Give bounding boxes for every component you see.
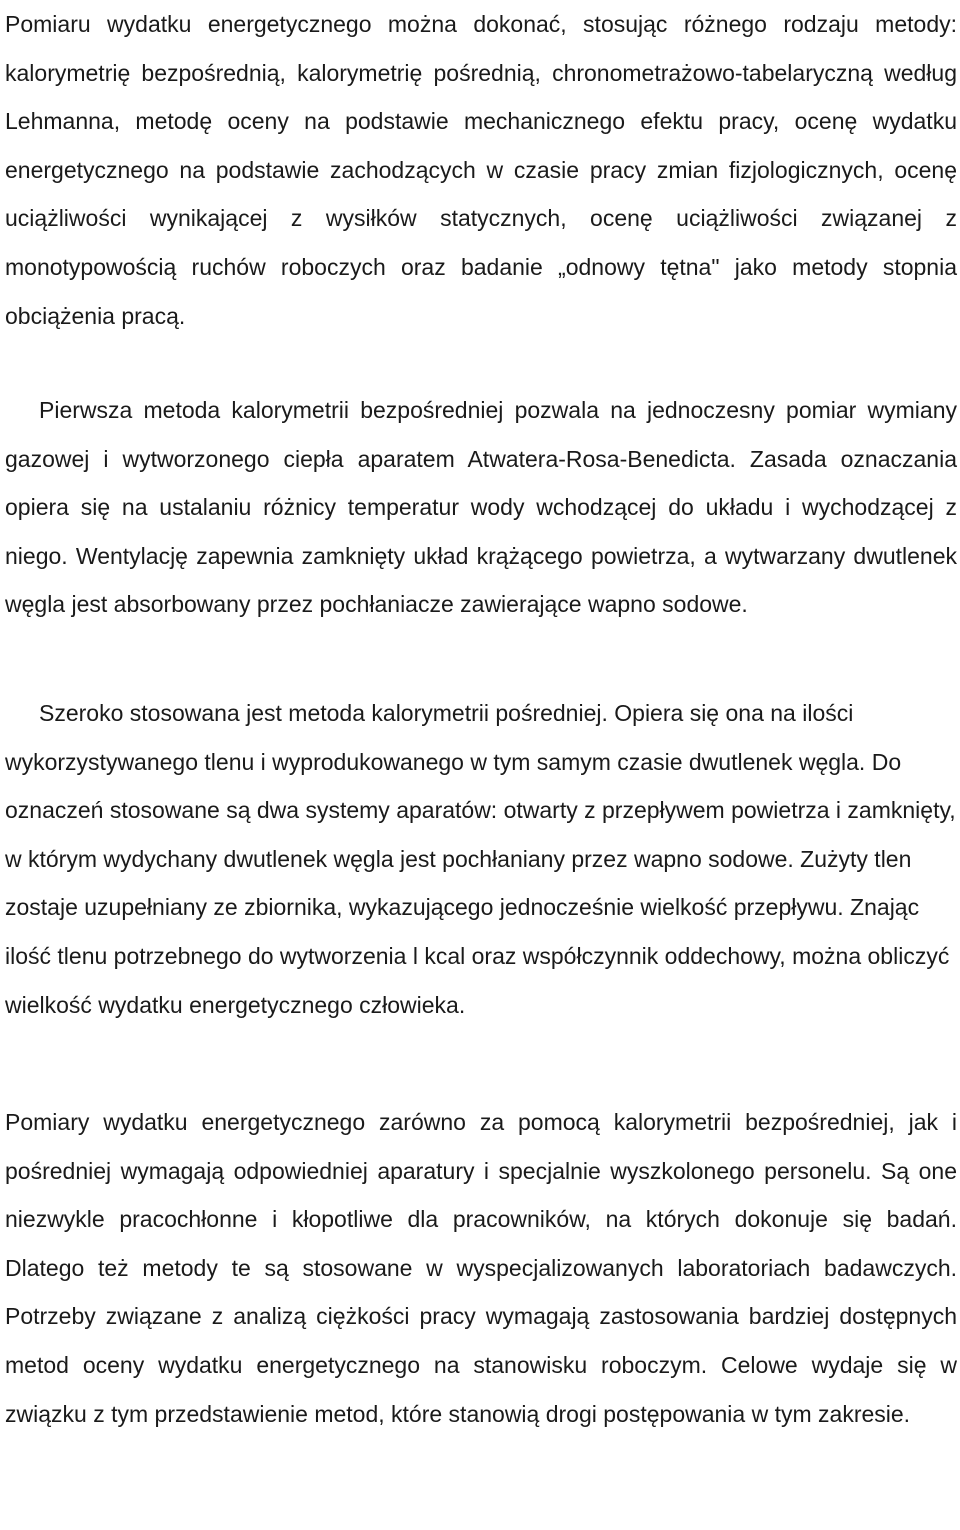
paragraph-practical-methods: Pomiary wydatku energetycznego zarówno za pomocą kalorymetrii bezpośredniej, jak i pośredniej wymagają odpowiedniej aparatury i specjalnie wyszkolonego personelu. Są one niezwykle pracochłonne i kłopotliwe dla pracowników, na których dokonuje się badań. Dlatego też metody te są stosowane w wyspecjalizowanych laboratoriach badawczych. Potrzeby związane z analizą ciężkości pracy wymagają zastosowania bardziej dostępnych metod oceny wydatku energetycznego na stanowisku roboczym. Celowe wydaje się w związku z tym przedstawienie metod, które stanowią drogi postępowania w tym zakresie. [5,1109,957,1427]
paragraph-direct-calorimetry: Pierwsza metoda kalorymetrii bezpośredniej pozwala na jednoczesny pomiar wymiany gazowej i wytworzonego ciepła aparatem Atwatera-Rosa-Benedicta. Zasada oznaczania opiera się na ustalaniu różnicy temperatur wody wchodzącej do układu i wychodzącej z niego. Wentylację zapewnia zamknięty układ krążącego powietrza, a wytwarzany dwutlenek węgla jest absorbowany przez pochłaniacze zawierające wapno sodowe. [5,397,957,618]
paragraph-indirect-calorimetry: Szeroko stosowana jest metoda kalorymetrii pośredniej. Opiera się ona na ilości wykorzystywanego tlenu i wyprodukowanego w tym samym czasie dwutlenek węgla. Do oznaczeń stosowane są dwa systemy aparatów: otwarty z przepływem powietrza i zamknięty, w którym wydychany dwutlenek węgla jest pochłaniany przez wapno sodowe. Zużyty tlen zostaje uzupełniany ze zbiornika, wykazującego jednocześnie wielkość przepływu. Znając ilość tlenu potrzebnego do wytworzenia l kcal oraz współczynnik oddechowy, można obliczyć wielkość wydatku energetycznego człowieka. [5,700,956,1018]
paragraph-measurement-methods: Pomiaru wydatku energetycznego można dokonać, stosując różnego rodzaju metody: kalorymetrię bezpośrednią, kalorymetrię pośrednią, chronometrażowo-tabelaryczną według Lehmanna, metodę oceny na podstawie mechanicznego efektu pracy, ocenę wydatku energetycznego na podstawie zachodzących w czasie pracy zmian fizjologicznych, ocenę uciążliwości wynikającej z wysiłków statycznych, ocenę uciążliwości związanej z monotypowością ruchów roboczych oraz badanie „odnowy tętna" jako metody stopnia obciążenia pracą. [5,11,957,329]
